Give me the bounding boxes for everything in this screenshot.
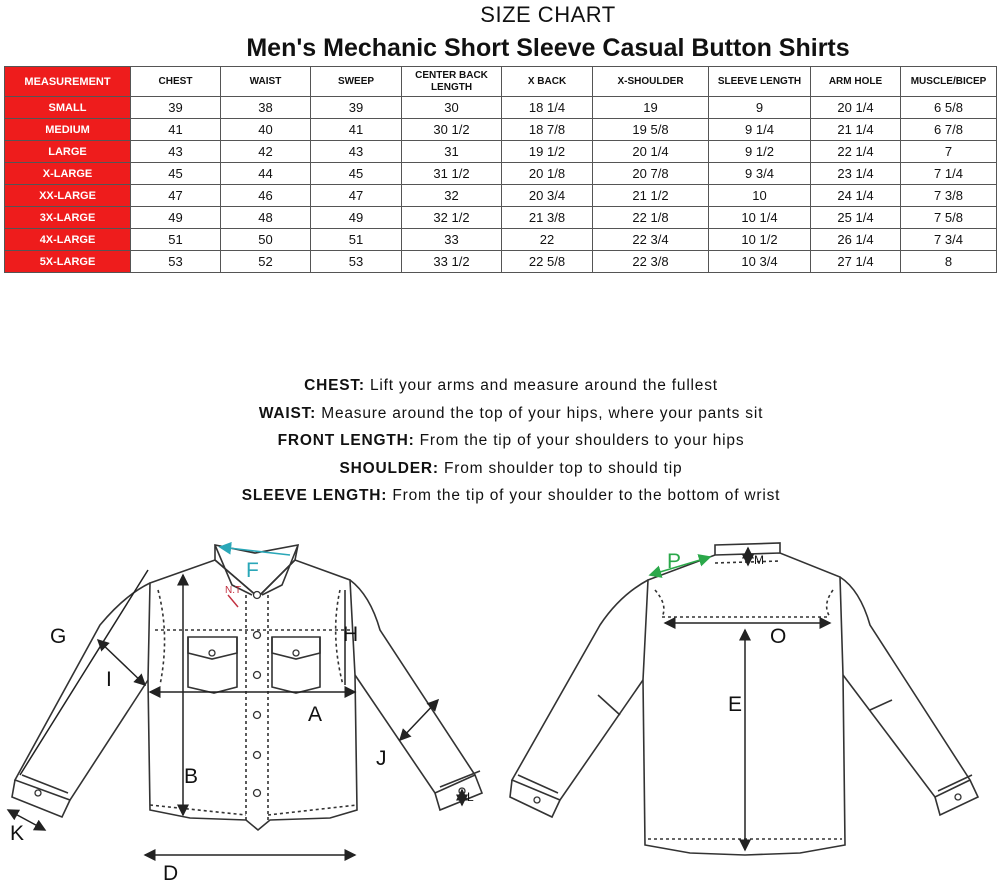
measurement-cell: 42 bbox=[221, 141, 311, 163]
column-header: SWEEP bbox=[311, 67, 402, 97]
label-a: A bbox=[308, 703, 323, 726]
size-label-cell: XX-LARGE bbox=[5, 185, 131, 207]
table-row bbox=[5, 97, 997, 119]
instruction-line bbox=[0, 482, 1000, 510]
instruction-term: SHOULDER: bbox=[339, 459, 439, 477]
instruction-line bbox=[0, 455, 1000, 483]
back-measure-arrows bbox=[665, 548, 830, 850]
measurement-cell: 7 3/4 bbox=[901, 229, 997, 251]
front-buttons bbox=[35, 592, 465, 797]
measurement-cell: 30 1/2 bbox=[402, 119, 502, 141]
measurement-cell: 45 bbox=[131, 163, 221, 185]
instruction-text: Measure around the top of your hips, where your pants sit bbox=[316, 404, 764, 422]
table-row bbox=[5, 251, 997, 273]
front-measure-arrows bbox=[8, 570, 462, 855]
measurement-cell: 24 1/4 bbox=[811, 185, 901, 207]
measurement-cell: 23 1/4 bbox=[811, 163, 901, 185]
back-shirt bbox=[510, 543, 978, 855]
instruction-line bbox=[0, 400, 1000, 428]
instruction-term: FRONT LENGTH: bbox=[277, 432, 415, 449]
measurement-cell: 22 3/8 bbox=[593, 251, 709, 273]
column-header: X BACK bbox=[502, 67, 593, 97]
column-header: X-SHOULDER bbox=[593, 67, 709, 97]
column-header: CHEST bbox=[131, 67, 221, 97]
measurement-cell: 9 3/4 bbox=[709, 163, 811, 185]
measurement-cell: 20 7/8 bbox=[593, 163, 709, 185]
measurement-cell: 33 bbox=[402, 229, 502, 251]
chart-title: SIZE CHART bbox=[480, 2, 616, 27]
measurement-cell: 43 bbox=[311, 141, 402, 163]
table-row bbox=[5, 207, 997, 229]
table-row bbox=[5, 163, 997, 185]
measurement-cell: 32 bbox=[402, 185, 502, 207]
measurement-cell: 20 1/4 bbox=[811, 97, 901, 119]
measurement-cell: 9 1/4 bbox=[709, 119, 811, 141]
label-m: M bbox=[754, 553, 764, 567]
label-b: B bbox=[184, 765, 199, 788]
measurement-cell: 39 bbox=[311, 97, 402, 119]
label-o: O bbox=[770, 625, 787, 648]
measurement-cell: 20 3/4 bbox=[502, 185, 593, 207]
measurement-cell: 32 1/2 bbox=[402, 207, 502, 229]
measurement-cell: 9 1/2 bbox=[709, 141, 811, 163]
measurement-cell: 33 1/2 bbox=[402, 251, 502, 273]
measurement-cell: 46 bbox=[221, 185, 311, 207]
measurement-cell: 7 3/8 bbox=[901, 185, 997, 207]
measurement-cell: 6 5/8 bbox=[901, 97, 997, 119]
instruction-line bbox=[0, 372, 1000, 400]
size-label-cell: 3X-LARGE bbox=[5, 207, 131, 229]
table-row bbox=[5, 119, 997, 141]
measurement-cell: 53 bbox=[311, 251, 402, 273]
size-label-cell: 5X-LARGE bbox=[5, 251, 131, 273]
measurement-cell: 18 1/4 bbox=[502, 97, 593, 119]
measurement-cell: 10 1/2 bbox=[709, 229, 811, 251]
measurement-cell: 49 bbox=[311, 207, 402, 229]
measurement-cell: 21 1/2 bbox=[593, 185, 709, 207]
measurement-cell: 31 bbox=[402, 141, 502, 163]
instruction-term: WAIST: bbox=[258, 404, 317, 422]
instruction-text: From the tip of your shoulders to your hips bbox=[414, 432, 745, 449]
measurement-cell: 43 bbox=[131, 141, 221, 163]
measurement-cell: 22 5/8 bbox=[502, 251, 593, 273]
measurement-cell: 20 1/8 bbox=[502, 163, 593, 185]
size-label-cell: LARGE bbox=[5, 141, 131, 163]
measurement-cell: 7 5/8 bbox=[901, 207, 997, 229]
table-row bbox=[5, 141, 997, 163]
table-row bbox=[5, 229, 997, 251]
measurement-cell: 19 1/2 bbox=[502, 141, 593, 163]
column-header: MUSCLE/BICEP bbox=[901, 67, 997, 97]
measurement-cell: 22 1/4 bbox=[811, 141, 901, 163]
label-p: P bbox=[667, 550, 682, 573]
column-header: ARM HOLE bbox=[811, 67, 901, 97]
label-d: D bbox=[163, 862, 179, 885]
instruction-term: CHEST: bbox=[304, 377, 365, 394]
measurement-cell: 40 bbox=[221, 119, 311, 141]
measurement-cell: 45 bbox=[311, 163, 402, 185]
back-buttons bbox=[534, 794, 961, 803]
measurement-cell: 27 1/4 bbox=[811, 251, 901, 273]
instruction-text: From the tip of your shoulder to the bottom of wrist bbox=[387, 487, 781, 504]
measurement-cell: 53 bbox=[131, 251, 221, 273]
measurement-cell: 47 bbox=[131, 185, 221, 207]
measurement-cell: 52 bbox=[221, 251, 311, 273]
measurement-cell: 47 bbox=[311, 185, 402, 207]
label-e: E bbox=[728, 693, 743, 716]
label-h: H bbox=[343, 623, 359, 646]
label-i: I bbox=[106, 668, 112, 691]
measurement-cell: 7 bbox=[901, 141, 997, 163]
measurement-cell: 6 7/8 bbox=[901, 119, 997, 141]
table-row bbox=[5, 185, 997, 207]
measurement-cell: 20 1/4 bbox=[593, 141, 709, 163]
size-label-cell: MEDIUM bbox=[5, 119, 131, 141]
size-label-cell: SMALL bbox=[5, 97, 131, 119]
measurement-cell: 48 bbox=[221, 207, 311, 229]
measurement-cell: 10 3/4 bbox=[709, 251, 811, 273]
label-f: F bbox=[246, 559, 259, 582]
measurement-cell: 38 bbox=[221, 97, 311, 119]
measurement-cell: 51 bbox=[131, 229, 221, 251]
column-header: MEASUREMENT bbox=[5, 67, 131, 97]
measurement-cell: 22 1/8 bbox=[593, 207, 709, 229]
instruction-text: Lift your arms and measure around the fullest bbox=[364, 377, 718, 394]
measurement-cell: 41 bbox=[311, 119, 402, 141]
measurement-cell: 41 bbox=[131, 119, 221, 141]
measurement-cell: 7 1/4 bbox=[901, 163, 997, 185]
label-l: L bbox=[467, 790, 474, 804]
shirt-measurement-diagram bbox=[0, 535, 1000, 886]
measurement-cell: 21 1/4 bbox=[811, 119, 901, 141]
measurement-cell: 9 bbox=[709, 97, 811, 119]
label-k: K bbox=[10, 822, 25, 845]
instruction-text: From shoulder top to should tip bbox=[438, 459, 683, 477]
size-label-cell: X-LARGE bbox=[5, 163, 131, 185]
size-table bbox=[4, 66, 997, 273]
product-title: Men's Mechanic Short Sleeve Casual Button Shirts bbox=[246, 34, 850, 62]
measurement-cell: 10 bbox=[709, 185, 811, 207]
label-nt: N.T bbox=[225, 585, 242, 596]
measurement-cell: 21 3/8 bbox=[502, 207, 593, 229]
measurement-cell: 18 7/8 bbox=[502, 119, 593, 141]
measurement-cell: 31 1/2 bbox=[402, 163, 502, 185]
measurement-cell: 39 bbox=[131, 97, 221, 119]
label-g: G bbox=[50, 625, 67, 648]
measurement-cell: 30 bbox=[402, 97, 502, 119]
column-header: WAIST bbox=[221, 67, 311, 97]
measurement-cell: 50 bbox=[221, 229, 311, 251]
measurement-cell: 51 bbox=[311, 229, 402, 251]
front-shirt bbox=[12, 545, 482, 830]
instruction-term: SLEEVE LENGTH: bbox=[241, 487, 388, 504]
column-header: CENTER BACK LENGTH bbox=[402, 67, 502, 97]
column-header: SLEEVE LENGTH bbox=[709, 67, 811, 97]
measurement-cell: 19 bbox=[593, 97, 709, 119]
measurement-cell: 49 bbox=[131, 207, 221, 229]
label-j: J bbox=[376, 747, 387, 770]
measurement-cell: 26 1/4 bbox=[811, 229, 901, 251]
size-label-cell: 4X-LARGE bbox=[5, 229, 131, 251]
measurement-cell: 22 3/4 bbox=[593, 229, 709, 251]
measurement-cell: 19 5/8 bbox=[593, 119, 709, 141]
table-header-row bbox=[5, 67, 997, 97]
measurement-cell: 10 1/4 bbox=[709, 207, 811, 229]
measurement-cell: 22 bbox=[502, 229, 593, 251]
instruction-line bbox=[0, 427, 1000, 455]
measurement-instructions bbox=[0, 372, 1000, 510]
measurement-cell: 25 1/4 bbox=[811, 207, 901, 229]
neck-arrow bbox=[228, 595, 238, 607]
measurement-cell: 44 bbox=[221, 163, 311, 185]
measurement-cell: 8 bbox=[901, 251, 997, 273]
